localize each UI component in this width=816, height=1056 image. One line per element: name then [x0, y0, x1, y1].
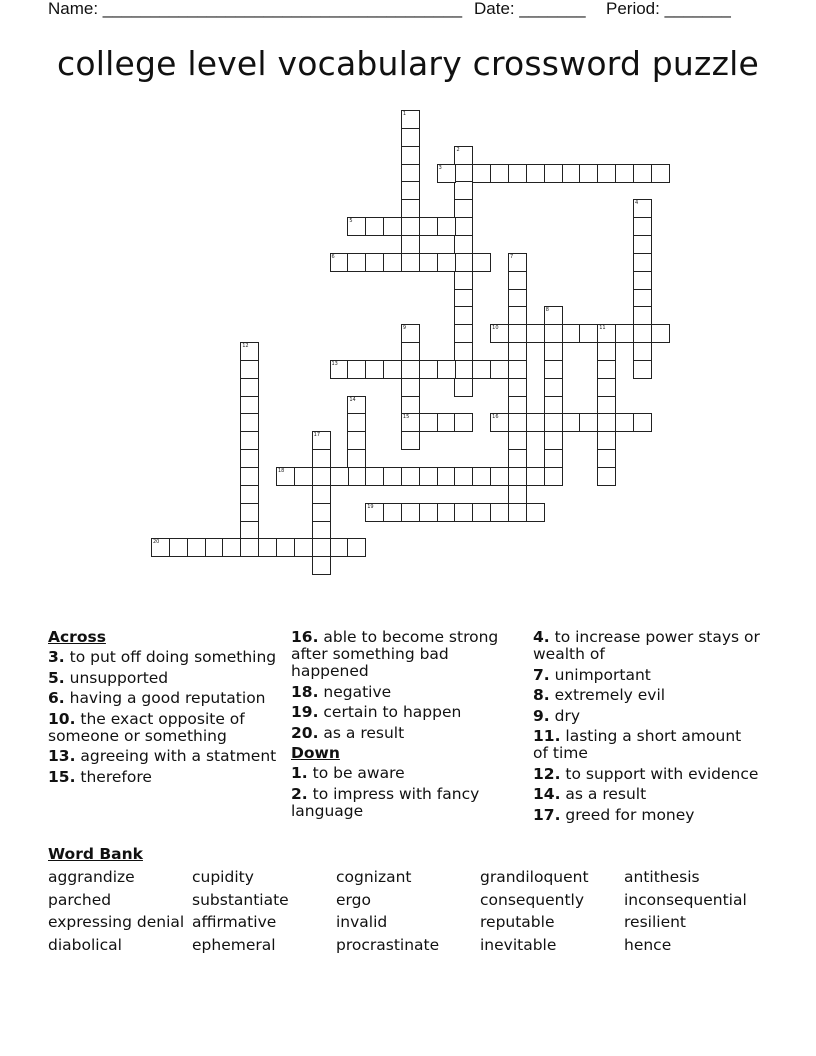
- grid-cell[interactable]: [597, 431, 616, 450]
- grid-cell[interactable]: [597, 378, 616, 397]
- grid-cell[interactable]: [472, 503, 491, 522]
- clue-number-label: 3.: [48, 648, 65, 666]
- word-bank-item: resilient: [624, 913, 686, 931]
- grid-cell[interactable]: [454, 503, 473, 522]
- grid-cell[interactable]: [347, 413, 366, 432]
- clue-item: [291, 629, 527, 680]
- grid-cell[interactable]: [240, 413, 259, 432]
- clue-number-label: 6.: [48, 689, 65, 707]
- clue-item: [533, 728, 761, 762]
- grid-cell[interactable]: [454, 289, 473, 308]
- grid-cell[interactable]: [383, 253, 402, 272]
- clue-number: 12: [242, 343, 249, 350]
- clue-number-label: 10.: [48, 709, 76, 728]
- clue-number: 20: [153, 539, 160, 546]
- word-bank-item: parched: [48, 890, 112, 909]
- clue-text: negative: [318, 682, 392, 701]
- grid-cell[interactable]: [187, 538, 206, 557]
- grid-cell[interactable]: [597, 467, 616, 486]
- clue-number-label: 16.: [291, 628, 319, 646]
- grid-cell[interactable]: [347, 467, 366, 486]
- grid-cell[interactable]: [651, 164, 670, 183]
- grid-cell[interactable]: [276, 467, 295, 486]
- grid-cell[interactable]: [151, 538, 170, 557]
- clue-number: 18: [277, 468, 285, 474]
- clue-number-label: 14.: [533, 785, 561, 803]
- word-bank-item: diabolical: [48, 935, 122, 954]
- grid-cell[interactable]: [401, 396, 420, 415]
- grid-cell[interactable]: [312, 467, 331, 486]
- grid-cell[interactable]: [419, 503, 438, 522]
- grid-cell[interactable]: [419, 413, 438, 432]
- grid-cell[interactable]: [276, 538, 295, 557]
- grid-cell[interactable]: [401, 360, 420, 379]
- clue-text: lasting a short amount of time: [533, 727, 742, 762]
- grid-cell[interactable]: [401, 503, 420, 522]
- grid-cell[interactable]: [597, 342, 616, 361]
- grid-cell[interactable]: [401, 217, 420, 236]
- grid-cell[interactable]: [508, 253, 527, 272]
- grid-cell[interactable]: [508, 324, 527, 343]
- clue-item: [533, 807, 761, 824]
- grid-cell[interactable]: [312, 538, 331, 557]
- period-field-label[interactable]: Period: _______: [606, 0, 731, 18]
- word-bank-item: grandiloquent: [480, 868, 589, 886]
- grid-cell[interactable]: [401, 235, 420, 254]
- clue-text: unsupported: [64, 668, 169, 687]
- grid-cell[interactable]: [454, 235, 473, 254]
- clue-text: therefore: [75, 767, 152, 786]
- clues-column-1: [48, 629, 284, 789]
- clue-text: extremely evil: [549, 686, 666, 704]
- grid-cell[interactable]: [401, 253, 420, 272]
- grid-cell[interactable]: [526, 467, 545, 486]
- grid-cell[interactable]: [401, 128, 420, 147]
- grid-cell[interactable]: [544, 324, 563, 343]
- clue-text: to impress with fancy language: [291, 784, 480, 820]
- grid-cell[interactable]: [365, 217, 384, 236]
- grid-cell[interactable]: [454, 146, 473, 165]
- grid-cell[interactable]: [454, 271, 473, 290]
- grid-cell[interactable]: [240, 342, 259, 361]
- grid-cell[interactable]: [597, 324, 616, 343]
- clue-number-label: 12.: [533, 764, 561, 783]
- grid-cell[interactable]: [437, 164, 456, 183]
- grid-cell[interactable]: [544, 396, 563, 415]
- grid-cell[interactable]: [330, 467, 349, 486]
- grid-cell[interactable]: [401, 413, 420, 432]
- word-bank-item: cupidity: [192, 868, 254, 886]
- grid-cell[interactable]: [454, 199, 473, 218]
- grid-cell[interactable]: [490, 503, 509, 522]
- grid-cell[interactable]: [562, 324, 581, 343]
- grid-cell[interactable]: [401, 199, 420, 218]
- clue-item: [533, 629, 761, 663]
- clue-number: 3: [438, 164, 442, 171]
- grid-cell[interactable]: [508, 360, 527, 379]
- grid-cell[interactable]: [365, 360, 384, 379]
- grid-cell[interactable]: [615, 324, 634, 343]
- grid-cell[interactable]: [330, 538, 349, 557]
- grid-cell[interactable]: [544, 342, 563, 361]
- grid-cell[interactable]: [562, 413, 581, 432]
- grid-cell[interactable]: [347, 431, 366, 450]
- grid-cell[interactable]: [454, 467, 473, 486]
- grid-cell[interactable]: [312, 431, 331, 450]
- grid-cell[interactable]: [633, 360, 652, 379]
- clue-item: [48, 690, 284, 707]
- grid-cell[interactable]: [419, 467, 438, 486]
- clue-item: [48, 711, 284, 745]
- grid-cell[interactable]: [526, 503, 545, 522]
- grid-cell[interactable]: [347, 360, 366, 379]
- grid-cell[interactable]: [472, 467, 491, 486]
- clue-item: [533, 786, 761, 803]
- grid-cell[interactable]: [472, 253, 491, 272]
- clues-column-3: [533, 629, 761, 827]
- grid-cell[interactable]: [544, 413, 563, 432]
- clue-number: 4: [634, 200, 639, 207]
- grid-cell[interactable]: [615, 413, 634, 432]
- word-bank-item: expressing denial: [48, 913, 185, 931]
- grid-cell[interactable]: [508, 378, 527, 397]
- grid-cell[interactable]: [419, 217, 438, 236]
- clue-item: [533, 708, 761, 725]
- grid-cell[interactable]: [312, 449, 331, 468]
- grid-cell[interactable]: [579, 164, 598, 183]
- across-heading: Across: [48, 628, 106, 646]
- clue-item: [291, 786, 527, 820]
- clue-item: [48, 670, 284, 687]
- clues-column-2: [291, 629, 527, 823]
- grid-cell[interactable]: [240, 378, 259, 397]
- grid-cell[interactable]: [454, 324, 473, 343]
- grid-cell[interactable]: [490, 324, 509, 343]
- clue-item: [533, 766, 761, 783]
- grid-cell[interactable]: [294, 538, 313, 557]
- clue-text: able to become strong after something bad happened: [291, 628, 499, 680]
- word-bank-item: ergo: [336, 890, 371, 909]
- grid-cell[interactable]: [544, 164, 563, 183]
- grid-cell[interactable]: [347, 396, 366, 415]
- clue-number: 17: [313, 432, 321, 439]
- grid-cell[interactable]: [633, 271, 652, 290]
- grid-cell[interactable]: [633, 342, 652, 361]
- clue-number-label: 20.: [291, 723, 319, 742]
- clue-item: [291, 765, 527, 782]
- grid-cell[interactable]: [205, 538, 224, 557]
- grid-cell[interactable]: [240, 485, 259, 504]
- grid-cell[interactable]: [597, 449, 616, 468]
- grid-cell[interactable]: [544, 378, 563, 397]
- grid-cell[interactable]: [437, 503, 456, 522]
- grid-cell[interactable]: [490, 467, 509, 486]
- down-heading: Down: [291, 744, 340, 762]
- clue-number: 2: [456, 146, 460, 153]
- grid-cell[interactable]: [508, 271, 527, 290]
- grid-cell[interactable]: [258, 538, 277, 557]
- word-bank-item: affirmative: [192, 913, 277, 931]
- grid-cell[interactable]: [544, 467, 563, 486]
- grid-cell[interactable]: [347, 217, 366, 236]
- grid-cell[interactable]: [454, 253, 473, 272]
- grid-cell[interactable]: [544, 360, 563, 379]
- clue-number-label: 2.: [291, 784, 308, 803]
- grid-cell[interactable]: [526, 324, 545, 343]
- grid-cell[interactable]: [401, 431, 420, 450]
- clue-number: 14: [349, 396, 356, 403]
- clue-number-label: 17.: [533, 805, 561, 824]
- word-bank-title: Word Bank: [48, 845, 143, 863]
- clue-item: [48, 649, 284, 666]
- grid-cell[interactable]: [508, 413, 527, 432]
- grid-cell[interactable]: [633, 324, 652, 343]
- clue-number-label: 7.: [533, 665, 550, 684]
- clue-number-label: 19.: [291, 703, 319, 721]
- grid-cell[interactable]: [419, 253, 438, 272]
- name-field-label[interactable]: Name: ______________________________________: [48, 0, 463, 18]
- grid-cell[interactable]: [490, 164, 509, 183]
- clue-item: [291, 704, 527, 721]
- grid-cell[interactable]: [222, 538, 241, 557]
- grid-cell[interactable]: [633, 413, 652, 432]
- grid-cell[interactable]: [437, 217, 456, 236]
- grid-cell[interactable]: [347, 449, 366, 468]
- clue-text: to increase power stays or wealth of: [533, 628, 760, 663]
- grid-cell[interactable]: [240, 503, 259, 522]
- grid-cell[interactable]: [526, 164, 545, 183]
- grid-cell[interactable]: [365, 503, 384, 522]
- grid-cell[interactable]: [347, 538, 366, 557]
- clue-number-label: 1.: [291, 764, 308, 782]
- grid-cell[interactable]: [579, 324, 598, 343]
- grid-cell[interactable]: [651, 324, 670, 343]
- grid-cell[interactable]: [437, 467, 456, 486]
- clue-number: 11: [599, 325, 606, 332]
- clue-number: 19: [367, 503, 374, 510]
- word-bank-item: ephemeral: [192, 935, 276, 954]
- grid-cell[interactable]: [437, 253, 456, 272]
- clue-number-label: 4.: [533, 628, 550, 646]
- grid-cell[interactable]: [312, 556, 331, 575]
- word-bank-item: aggrandize: [48, 868, 135, 886]
- grid-cell[interactable]: [562, 164, 581, 183]
- clue-item: [533, 667, 761, 684]
- clue-number: 7: [510, 253, 514, 260]
- clue-item: [533, 687, 761, 704]
- clue-text: to put off doing something: [64, 648, 277, 666]
- grid-cell[interactable]: [633, 235, 652, 254]
- grid-cell[interactable]: [633, 306, 652, 325]
- grid-cell[interactable]: [633, 217, 652, 236]
- clue-number: 10: [492, 325, 499, 332]
- grid-cell[interactable]: [240, 538, 259, 557]
- clue-number: 13: [331, 360, 338, 367]
- grid-cell[interactable]: [508, 289, 527, 308]
- grid-cell[interactable]: [508, 449, 527, 468]
- clue-text: dry: [549, 706, 580, 725]
- grid-cell[interactable]: [508, 164, 527, 183]
- word-bank-item: procrastinate: [336, 935, 440, 954]
- clue-item: [291, 725, 527, 742]
- clue-item: [291, 684, 527, 701]
- grid-cell[interactable]: [347, 253, 366, 272]
- grid-cell[interactable]: [633, 164, 652, 183]
- grid-cell[interactable]: [240, 396, 259, 415]
- grid-cell[interactable]: [579, 413, 598, 432]
- grid-cell[interactable]: [330, 253, 349, 272]
- page-title: college level vocabulary crossword puzzle: [57, 44, 759, 83]
- grid-cell[interactable]: [312, 485, 331, 504]
- grid-cell[interactable]: [419, 360, 438, 379]
- word-bank-item: antithesis: [624, 868, 700, 886]
- clue-text: the exact opposite of someone or something: [48, 709, 245, 745]
- clue-number-label: 18.: [291, 682, 319, 701]
- grid-cell[interactable]: [615, 164, 634, 183]
- clue-text: certain to happen: [318, 703, 462, 721]
- word-bank-item: cognizant: [336, 868, 412, 886]
- grid-cell[interactable]: [437, 360, 456, 379]
- clue-text: agreeing with a statment: [75, 747, 277, 765]
- grid-cell[interactable]: [508, 485, 527, 504]
- clue-text: having a good reputation: [64, 689, 266, 707]
- grid-cell[interactable]: [544, 306, 563, 325]
- grid-cell[interactable]: [633, 199, 652, 218]
- clue-number-label: 5.: [48, 668, 65, 687]
- grid-cell[interactable]: [508, 396, 527, 415]
- grid-cell[interactable]: [437, 413, 456, 432]
- clue-number: 15: [402, 414, 410, 421]
- grid-cell[interactable]: [544, 431, 563, 450]
- clue-text: to be aware: [307, 764, 405, 782]
- word-bank-item: consequently: [480, 890, 585, 909]
- grid-cell[interactable]: [401, 110, 420, 129]
- grid-cell[interactable]: [597, 413, 616, 432]
- grid-cell[interactable]: [401, 146, 420, 165]
- word-bank-item: hence: [624, 935, 672, 954]
- grid-cell[interactable]: [365, 467, 384, 486]
- clue-number-label: 8.: [533, 686, 550, 704]
- grid-cell[interactable]: [454, 164, 473, 183]
- grid-cell[interactable]: [294, 467, 313, 486]
- grid-cell[interactable]: [454, 342, 473, 361]
- grid-cell[interactable]: [312, 521, 331, 540]
- grid-cell[interactable]: [401, 378, 420, 397]
- clue-number-label: 15.: [48, 767, 76, 786]
- clue-text: to support with evidence: [560, 764, 759, 783]
- grid-cell[interactable]: [401, 181, 420, 200]
- word-bank-item: substantiate: [192, 890, 289, 909]
- clue-text: greed for money: [560, 805, 695, 824]
- word-bank-item: invalid: [336, 913, 388, 931]
- grid-cell[interactable]: [633, 253, 652, 272]
- grid-cell[interactable]: [508, 306, 527, 325]
- grid-cell[interactable]: [454, 217, 473, 236]
- clue-number-label: 13.: [48, 747, 76, 765]
- clue-number: 1: [402, 111, 407, 117]
- grid-cell[interactable]: [597, 360, 616, 379]
- grid-cell[interactable]: [365, 253, 384, 272]
- grid-cell[interactable]: [383, 217, 402, 236]
- grid-cell[interactable]: [544, 449, 563, 468]
- clue-item: [48, 748, 284, 765]
- grid-cell[interactable]: [597, 396, 616, 415]
- grid-cell[interactable]: [597, 164, 616, 183]
- grid-cell[interactable]: [508, 503, 527, 522]
- grid-cell[interactable]: [401, 467, 420, 486]
- grid-cell[interactable]: [401, 324, 420, 343]
- grid-cell[interactable]: [454, 360, 473, 379]
- grid-cell[interactable]: [240, 431, 259, 450]
- grid-cell[interactable]: [454, 181, 473, 200]
- grid-cell[interactable]: [240, 521, 259, 540]
- grid-cell[interactable]: [490, 360, 509, 379]
- grid-cell[interactable]: [508, 342, 527, 361]
- grid-cell[interactable]: [330, 360, 349, 379]
- grid-cell[interactable]: [169, 538, 188, 557]
- clue-item: [48, 769, 284, 786]
- word-bank-item: inconsequential: [624, 890, 747, 909]
- grid-cell[interactable]: [526, 413, 545, 432]
- grid-cell[interactable]: [240, 449, 259, 468]
- grid-cell[interactable]: [508, 431, 527, 450]
- grid-cell[interactable]: [454, 413, 473, 432]
- grid-cell[interactable]: [454, 306, 473, 325]
- grid-cell[interactable]: [383, 360, 402, 379]
- grid-cell[interactable]: [240, 360, 259, 379]
- word-bank-item: reputable: [480, 913, 555, 931]
- word-bank-item: inevitable: [480, 935, 557, 954]
- date-field-label[interactable]: Date: _______: [474, 0, 586, 18]
- grid-cell[interactable]: [383, 467, 402, 486]
- clue-number: 16: [492, 414, 499, 421]
- clue-number: 6: [331, 253, 335, 260]
- grid-cell[interactable]: [383, 503, 402, 522]
- grid-cell[interactable]: [401, 164, 420, 183]
- grid-cell[interactable]: [472, 360, 491, 379]
- clue-text: as a result: [318, 723, 405, 742]
- grid-cell[interactable]: [312, 503, 331, 522]
- grid-cell[interactable]: [472, 164, 491, 183]
- clue-number: 5: [349, 218, 353, 225]
- clue-text: as a result: [560, 785, 647, 803]
- grid-cell[interactable]: [454, 378, 473, 397]
- clue-number-label: 9.: [533, 706, 550, 725]
- header-row: [0, 0, 816, 24]
- grid-cell[interactable]: [508, 467, 527, 486]
- grid-cell[interactable]: [633, 289, 652, 308]
- clue-number: 9: [402, 325, 407, 332]
- clue-number-label: 11.: [533, 727, 561, 745]
- grid-cell[interactable]: [401, 342, 420, 361]
- grid-cell[interactable]: [240, 467, 259, 486]
- clue-text: unimportant: [549, 665, 651, 684]
- clue-number: 8: [545, 307, 549, 314]
- grid-cell[interactable]: [490, 413, 509, 432]
